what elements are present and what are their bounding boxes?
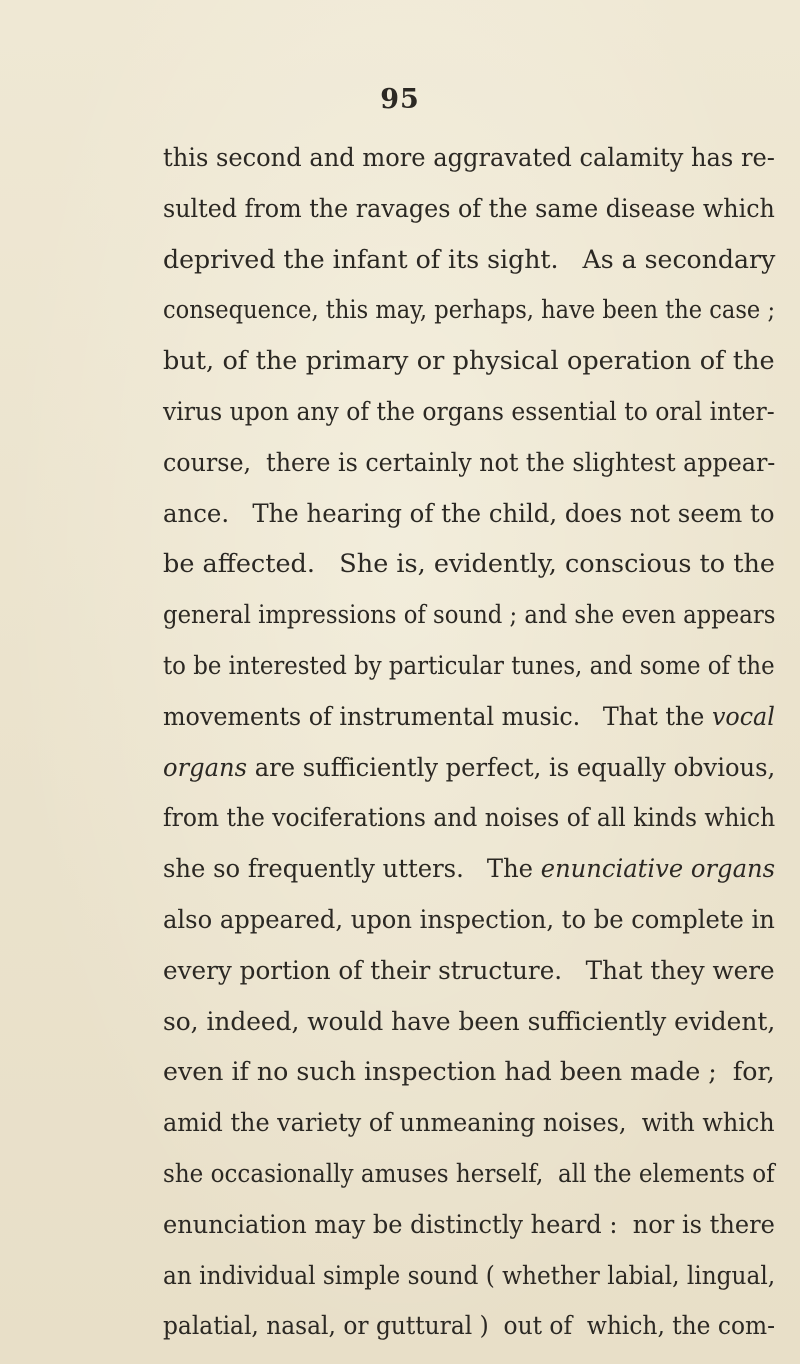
italic-text: vocal — [711, 701, 775, 732]
line-text: are sufficiently perfect, is equally obvious, — [247, 752, 776, 783]
line-text: virus upon any of the organs essential to oral inter- — [163, 397, 775, 427]
text-line — [163, 1050, 775, 1094]
text-line — [163, 847, 775, 891]
text-line — [163, 593, 775, 637]
text-line — [163, 441, 775, 485]
line-text: so, indeed, would have been sufficiently evident, — [163, 1006, 776, 1037]
line-text: she so frequently utters. The — [163, 854, 541, 885]
text-line — [163, 949, 775, 993]
text-line — [163, 136, 775, 180]
line-text: every portion of their structure. That they were — [163, 955, 775, 986]
text-line — [163, 746, 775, 790]
line-text: course, there is certainly not the slightest appear- — [163, 447, 776, 478]
line-text: an individual simple sound ( whether labial, lingual, — [163, 1260, 776, 1291]
text-line — [163, 695, 775, 739]
text-line — [163, 1101, 775, 1145]
text-line — [163, 492, 775, 536]
line-text: general impressions of sound ; and she even appears — [163, 600, 776, 631]
line-text: sulted from the ravages of the same disease which — [163, 193, 775, 224]
text-line — [163, 288, 775, 332]
text-line — [163, 238, 775, 282]
text-line — [163, 644, 775, 688]
line-text: also appeared, upon inspection, to be complete in — [163, 905, 775, 935]
line-text: even if no such inspection had been made ; for, — [163, 1057, 775, 1088]
text-line — [163, 542, 775, 586]
line-text: consequence, this may, perhaps, have been the case ; — [163, 295, 776, 326]
line-text: amid the variety of unmeaning noises, with which — [163, 1108, 775, 1139]
text-line — [163, 898, 775, 942]
italic-text: organs — [163, 752, 248, 783]
text-line — [163, 339, 775, 383]
line-text: from the vociferations and noises of all kinds which — [163, 803, 776, 834]
line-text: movements of instrumental music. That the — [163, 701, 712, 732]
text-line — [163, 1203, 775, 1247]
line-text: ance. The hearing of the child, does not seem to — [163, 498, 775, 529]
text-line — [163, 187, 775, 231]
line-text: palatial, nasal, or guttural ) out of which, the com- — [163, 1311, 776, 1342]
text-line — [163, 390, 775, 434]
text-line — [163, 1304, 775, 1348]
text-line — [163, 1152, 775, 1196]
line-text: but, of the primary or physical operation of the — [163, 346, 775, 377]
line-text: deprived the infant of its sight. As a secondary — [163, 244, 776, 275]
line-text: enunciation may be distinctly heard : nor is there — [163, 1209, 775, 1240]
line-text: this second and more aggravated calamity has re- — [163, 143, 775, 173]
line-text: she occasionally amuses herself, all the elements of — [163, 1159, 775, 1189]
line-text: to be interested by particular tunes, and some of the — [163, 651, 775, 681]
line-text: be affected. She is, evidently, conscious to the — [163, 549, 775, 580]
text-line — [163, 796, 775, 840]
text-line — [163, 1254, 775, 1298]
text-line — [163, 1000, 775, 1044]
italic-text: enunciative organs — [540, 854, 776, 885]
page-number: 95 — [380, 84, 420, 115]
